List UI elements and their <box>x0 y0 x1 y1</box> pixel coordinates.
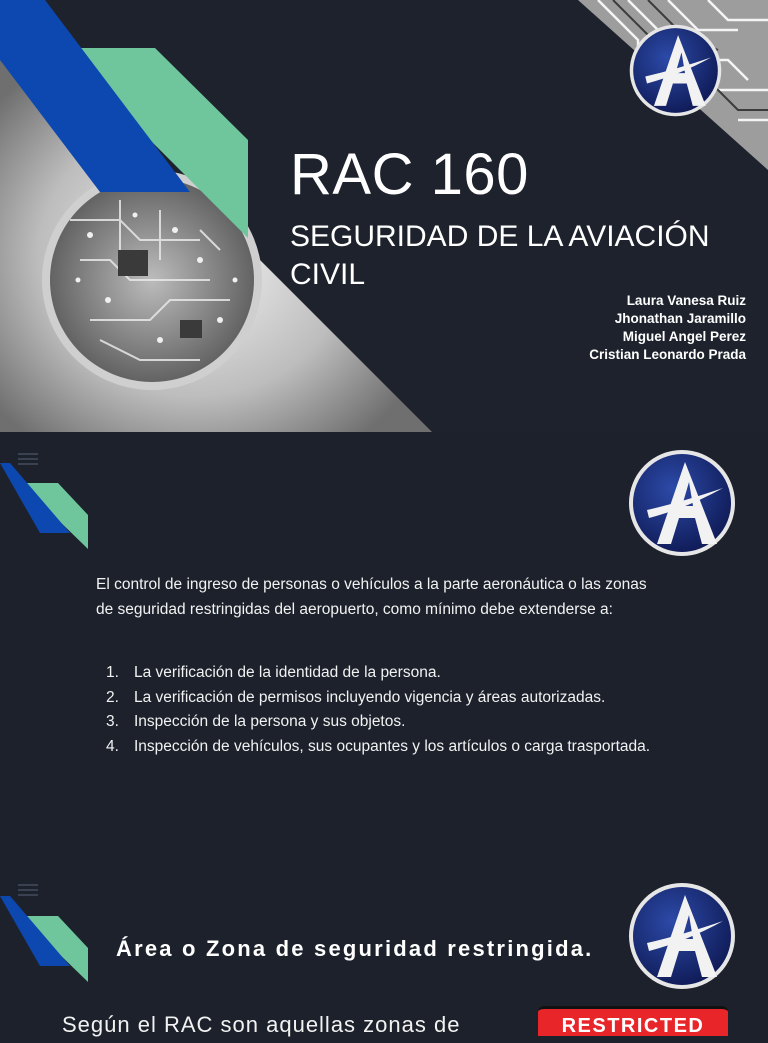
logo-icon <box>627 448 737 558</box>
zone-slide <box>0 866 768 1037</box>
section-heading: Área o Zona de seguridad restringida. <box>116 936 594 961</box>
author-name: Miguel Angel Perez <box>622 329 746 344</box>
content-slide <box>0 433 768 865</box>
list-item: 3. Inspección de la persona y sus objetos. <box>106 713 406 730</box>
list-item: 2. La verificación de permisos incluyendo vigencia y áreas autorizadas. <box>106 688 606 706</box>
restricted-sign: RESTRICTED <box>538 1006 728 1036</box>
corner-accent <box>0 0 260 260</box>
logo-icon <box>627 881 737 991</box>
author-name: Jhonathan Jaramillo <box>614 311 746 326</box>
corner-accent <box>0 896 90 986</box>
list-item: 1. La verificación de la identidad de la persona. <box>106 664 441 681</box>
author-name: Laura Vanesa Ruiz <box>626 293 746 308</box>
corner-accent <box>0 463 90 553</box>
section-body: Según el RAC son aquellas zonas de <box>62 1012 461 1037</box>
author-name: Cristian Leonardo Prada <box>589 347 746 362</box>
list-item: 4. Inspección de vehículos, sus ocupantes y los artículos o carga trasportada. <box>106 737 651 755</box>
requirements-list <box>96 661 676 759</box>
author-list <box>589 292 746 364</box>
intro-text: El control de ingreso de personas o vehículos a la parte aeronáutica o las zonas de seguridad restringidas del aeropuerto, como mínimo debe extenderse a: <box>96 576 647 618</box>
logo-icon <box>628 18 723 123</box>
page-subtitle: SEGURIDAD DE LA AVIACIÓN CIVIL <box>290 220 710 291</box>
title-slide <box>0 0 768 432</box>
page-title: RAC 160 <box>290 142 529 207</box>
